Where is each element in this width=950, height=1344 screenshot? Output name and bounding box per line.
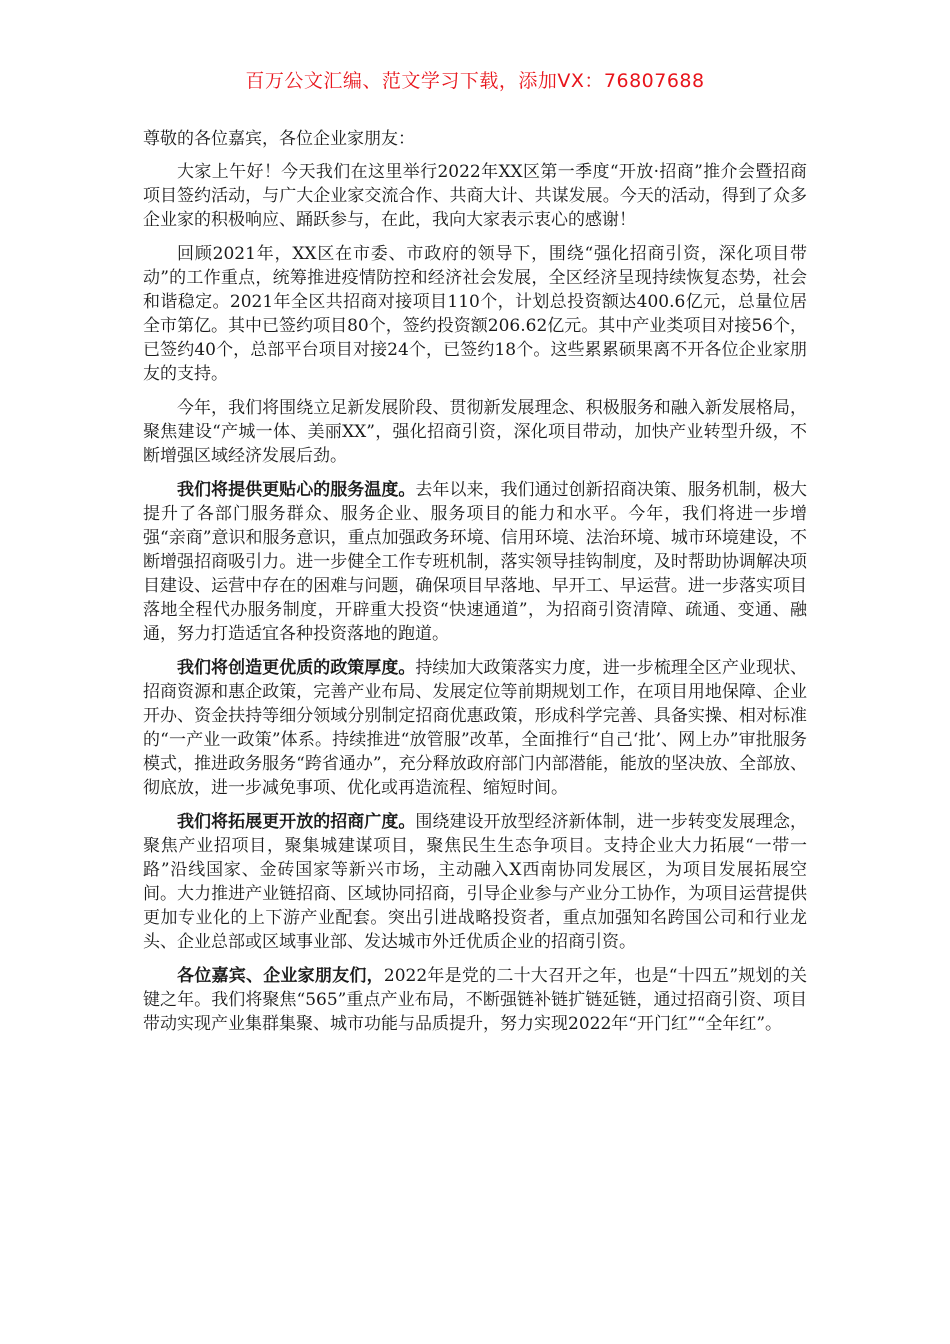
paragraph-review-2021 [143,242,807,386]
paragraph-text: 大家上午好！今天我们在这里举行2022年XX区第一季度“开放·招商”推介会暨招商项目签约活动，与广大企业家交流合作、共商大计、共谋发展。今天的活动，得到了众多企业家的积极响应、踊跃参与，在此，我向大家表示衷心的感谢！ [143,162,807,230]
paragraph-text: 2022年是党的二十大召开之年，也是“十四五”规划的关键之年。我们将聚焦“565”重点产业布局，不断强链补链扩链延链，通过招商引资、项目带动实现产业集群集聚、城市功能与品质提升，努力实现2022年“开门红”“全年红”。 [143,966,808,1034]
paragraph-closing [143,964,807,1036]
paragraph-text: 持续加大政策落实力度，进一步梳理全区产业现状、招商资源和惠企政策，完善产业布局、发展定位等前期规划工作，在项目用地保障、企业开办、资金扶持等细分领域分别制定招商优惠政策，形成科学完善、具备实操、相对标准的“一产业一政策”体系。持续推进“放管服”改革，全面推行“自己‘批’、网上办”审批服务模式，推进政务服务“跨省通办”，充分释放政府部门内部潜能，能放的坚决放、全部放、彻底放，进一步减免事项、优化或再造流程、缩短时间。 [143,658,808,798]
paragraph-text: 今年，我们将围绕立足新发展阶段、贯彻新发展理念、积极服务和融入新发展格局，聚焦建设“产城一体、美丽XX”，强化招商引资，深化项目带动，加快产业转型升级，不断增强区域经济发展后劲。 [143,398,807,466]
paragraph-lead: 各位嘉宾、企业家朋友们， [177,966,384,986]
paragraph-greeting [143,160,807,232]
paragraph-this-year [143,396,807,468]
speech-body [143,127,807,1046]
paragraph-lead: 我们将创造更优质的政策厚度。 [177,658,416,678]
paragraph-openness [143,810,807,954]
salutation: 尊敬的各位嘉宾，各位企业家朋友： [143,129,415,149]
paragraph-text: 围绕建设开放型经济新体制，进一步转变发展理念，聚焦产业招项目，聚集城建谋项目，聚焦民生生态争项目。支持企业大力拓展“一带一路”沿线国家、金砖国家等新兴市场，主动融入X西南协同发展区，为项目发展拓展空间。大力推进产业链招商、区域协同招商，引导企业参与产业分工协作，为项目运营提供更加专业化的上下游产业配套。突出引进战略投资者，重点加强知名跨国公司和行业龙头、企业总部或区域事业部、发达城市外迁优质企业的招商引资。 [143,812,808,952]
download-banner: 百万公文汇编、范文学习下载，添加VX：76807688 [245,70,705,92]
paragraph-service [143,478,807,646]
paragraph-lead: 我们将提供更贴心的服务温度。 [177,480,416,500]
paragraph-policy [143,656,807,800]
paragraph-lead: 我们将拓展更开放的招商广度。 [177,812,416,832]
paragraph-text: 去年以来，我们通过创新招商决策、服务机制，极大提升了各部门服务群众、服务企业、服务项目的能力和水平。今年，我们将进一步增强“亲商”意识和服务意识，重点加强政务环境、信用环境、法治环境、城市环境建设，不断增强招商吸引力。进一步健全工作专班机制，落实领导挂钩制度，及时帮助协调解决项目建设、运营中存在的困难与问题，确保项目早落地、早开工、早运营。进一步落实项目落地全程代办服务制度，开辟重大投资“快速通道”，为招商引资清障、疏通、变通、融通，努力打造适宜各种投资落地的跑道。 [143,480,808,644]
paragraph-text: 回顾2021年，XX区在市委、市政府的领导下，围绕“强化招商引资，深化项目带动”的工作重点，统筹推进疫情防控和经济社会发展，全区经济呈现持续恢复态势，社会和谐稳定。2021年全区共招商对接项目110个，计划总投资额达400.6亿元，总量位居全市第亿。其中已签约项目80个，签约投资额206.62亿元。其中产业类项目对接56个，已签约40个，总部平台项目对接24个，已签约18个。这些累累硕果离不开各位企业家朋友的支持。 [143,244,807,384]
